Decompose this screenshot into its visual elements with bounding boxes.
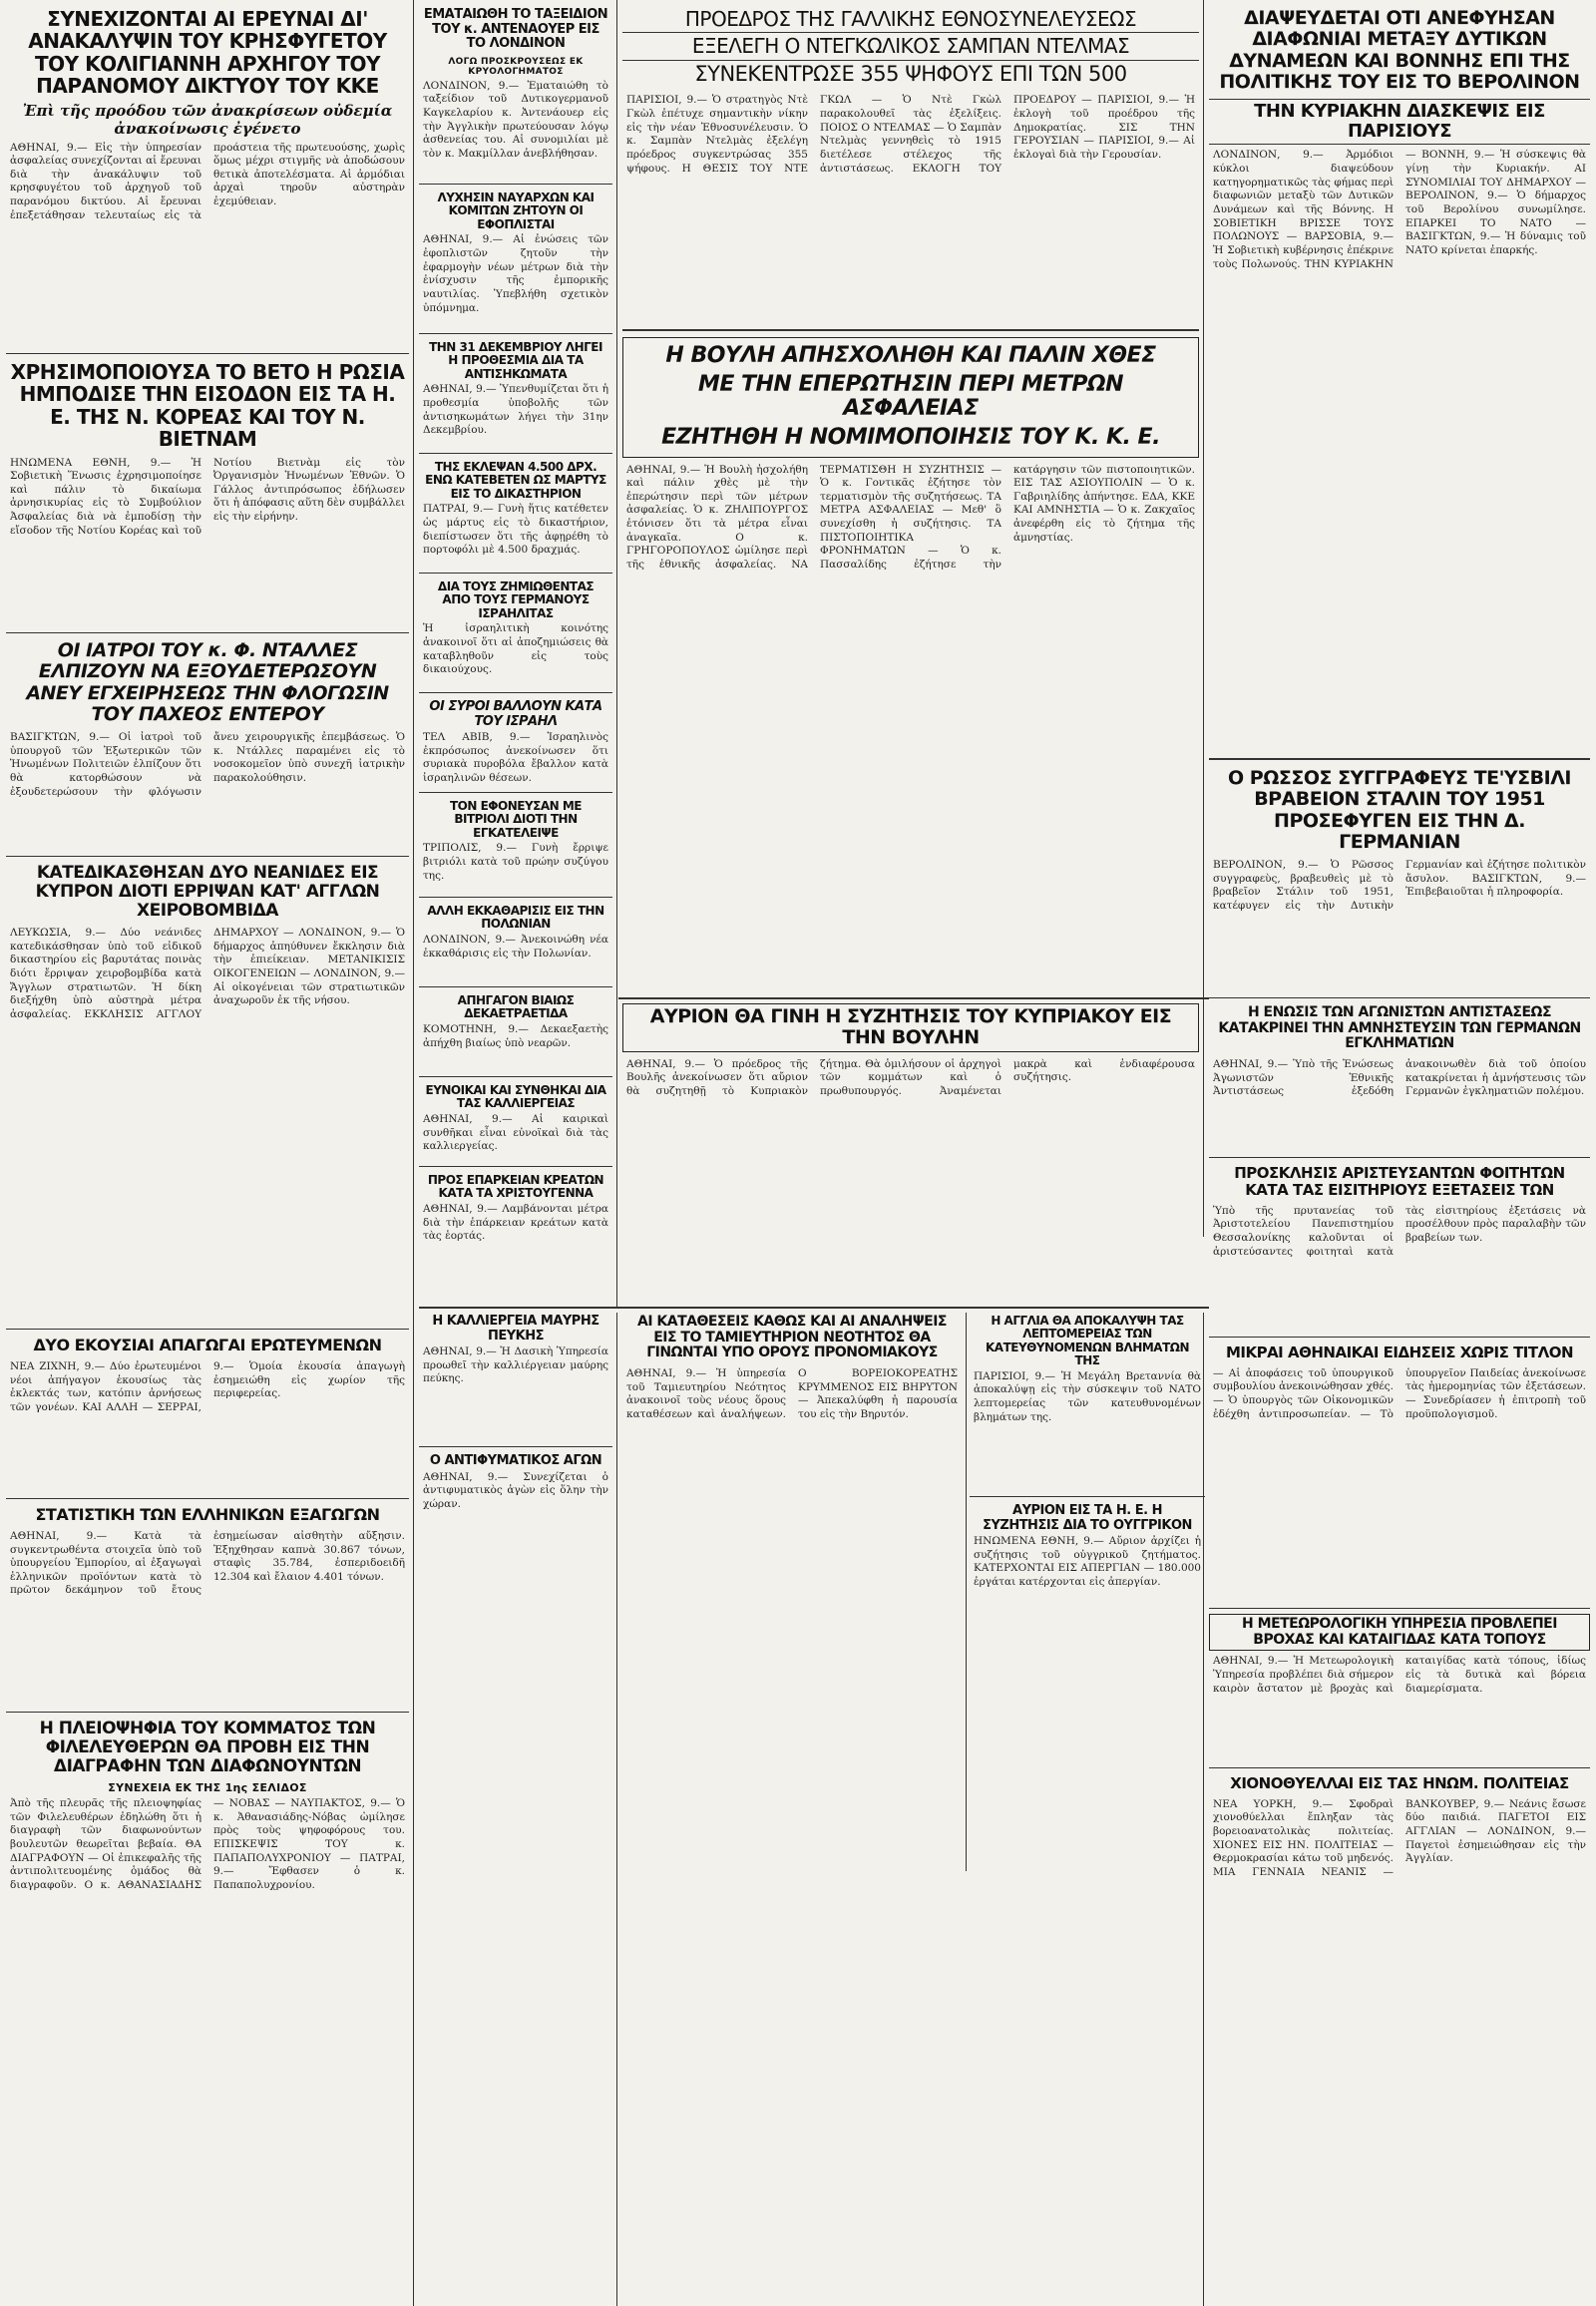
article-adenauer <box>419 6 612 181</box>
section-divider <box>1209 1767 1590 1768</box>
headline: ΚΑΤΕΔΙΚΑΣΘΗΣΑΝ ΔΥΟ ΝΕΑΝΙΔΕΣ ΕΙΣ ΚΥΠΡΟΝ ΔΙΟΤΙ ΕΡΡΙΨΑΝ ΚΑΤ' ΑΓΓΛΩΝ ΧΕΙΡΟΒΟΜΒΙΔΑ <box>35 863 380 922</box>
headline: Ο ΡΩΣΣΟΣ ΣΥΓΓΡΑΦΕΥΣ ΤΕ'ΥΣΒΙΛΙ ΒΡΑΒΕΙΟΝ ΣΤΑΛΙΝ ΤΟΥ 1951 ΠΡΟΣΕΦΥΓΕΝ ΕΙΣ ΤΗΝ Δ. ΓΕΡΜΑΝΙΑΝ <box>1228 767 1571 853</box>
headline: Η ΑΓΓΛΙΑ ΘΑ ΑΠΟΚΑΛΥΨΗ ΤΑΣ ΛΕΠΤΟΜΕΡΕΙΑΣ ΤΩΝ ΚΑΤΕΥΘΥΝΟΜΕΝΩΝ ΒΛΗΜΑΤΩΝ ΤΗΣ <box>985 1314 1190 1368</box>
section-divider <box>6 1329 409 1330</box>
headline: ΠΡΟΣ ΕΠΑΡΚΕΙΑΝ ΚΡΕΑΤΩΝ ΚΑΤΑ ΤΑ ΧΡΙΣΤΟΥΓΕΝΝΑ <box>427 1173 604 1201</box>
article-body: ΤΕΛ ΑΒΙΒ, 9.— Ἰσραηλινὸς ἐκπρόσωπος ἀνεκοίνωσεν ὅτι συριακὰ πυροβόλα ἔβαλλον κατὰ ἰσραηλινῶν θέσεων. <box>423 731 608 785</box>
headline: ΧΙΟΝΟΘΥΕΛΛΑΙ ΕΙΣ ΤΑΣ ΗΝΩΜ. ΠΟΛΙΤΕΙΑΣ <box>1230 1774 1569 1792</box>
article-body: ΛΕΥΚΩΣΙΑ, 9.— Δύο νεάνιδες κατεδικάσθησαν ὑπὸ τοῦ εἰδικοῦ δικαστηρίου εἰς βαρυτάτας ποινὰς διότι ἔρριψαν χειροβομβίδα κατὰ Ἄγγλων στρατιωτῶν. Ἡ δίκη διεξήχθη ὑπὸ αὐστηρὰ μέτρα ἀσφαλείας. ΕΚΚΛΗΣΙΣ ΑΓΓΛΟΥ ΔΗΜΑΡΧΟΥ — ΛΟΝΔΙΝΟΝ, 9.— Ὁ δήμαρχος ἀπηύθυνεν ἔκκλησιν διὰ τὴν ἐπιείκειαν. ΜΕΤΑΝΙΚΙΣΙΣ ΟΙΚΟΓΕΝΕΙΩΝ — ΛΟΝΔΙΝΟΝ, 9.— Αἱ οἰκογένειαι τῶν στρατιωτικῶν ἀναχωροῦν ἐκ τῆς νήσου. <box>10 927 405 1020</box>
article-body: ΛΟΝΔΙΝΟΝ, 9.— Ἀνεκοινώθη νέα ἐκκαθάρισις εἰς τὴν Πολωνίαν. <box>423 933 608 960</box>
article-body: ΠΑΤΡΑΙ, 9.— Γυνὴ ἥτις κατέθετεν ὡς μάρτυς εἰς τὸ δικαστήριον, διεπίστωσεν ὅτι τῆς ἀφῃρέθη τὸ πορτοφόλι μὲ 4.500 δραχμάς. <box>423 503 608 557</box>
article-meat-supply <box>419 1172 612 1302</box>
section-divider <box>1209 997 1590 998</box>
article-body: ΤΡΙΠΟΛΙΣ, 9.— Γυνὴ ἔρριψε βιτριόλι κατὰ τοῦ πρώην συζύγου της. <box>423 842 608 882</box>
headline: ΤΟΝ ΕΦΟΝΕΥΣΑΝ ΜΕ ΒΙΤΡΙΟΛΙ ΔΙΟΤΙ ΤΗΝ ΕΓΚΑΤΕΛΕΙΨΕ <box>450 799 582 840</box>
headline-box <box>1209 1614 1590 1651</box>
article-youth-savings <box>622 1313 962 1612</box>
article-body: ΛΟΝΔΙΝΟΝ, 9.— Ἀρμόδιοι κύκλοι διαψεύδουν κατηγορηματικῶς τὰς φήμας περὶ διαφωνιῶν μεταξὺ τῶν Δυτικῶν Δυνάμεων καὶ τῆς Βόννης. Η ΣΟΒΙΕΤΙΚΗ ΒΡΙΣΣΕ ΤΟΥΣ ΠΟΛΩΝΟΥΣ — ΒΑΡΣΟΒΙΑ, 9.— Ἡ Σοβιετικὴ κυβέρνησις ἐπέκρινε τοὺς Πολωνούς. ΤΗΝ ΚΥΡΙΑΚΗΝ — ΒΟΝΝΗ, 9.— Ἡ σύσκεψις θὰ γίνῃ τὴν Κυριακήν. ΑΙ ΣΥΝΟΜΙΛΙΑΙ ΤΟΥ ΔΗΜΑΡΧΟΥ — ΒΕΡΟΛΙΝΟΝ, 9.— Ὁ δήμαρχος τοῦ Βερολίνου συνωμίλησε. ΕΠΑΡΚΕΙ ΤΟ ΝΑΤΟ — ΒΑΣΙΓΚΤΩΝ, 9.— Ἡ δύναμις τοῦ ΝΑΤΟ κρίνεται ἐπαρκής. <box>1213 149 1586 270</box>
article-body: ΑΘΗΝΑΙ, 9.— Αἱ ἐνώσεις τῶν ἐφοπλιστῶν ζητοῦν τὴν ἐφαρμογὴν νέων μέτρων διὰ τὴν ἐνίσχυσιν τῆς ἐμπορικῆς ναυτιλίας. Ὑπεβλήθη σχετικὸν ὑπόμνημα. <box>423 233 608 314</box>
headline: Η ΚΑΛΛΙΕΡΓΕΙΑ ΜΑΥΡΗΣ ΠΕΥΚΗΣ <box>432 1314 599 1344</box>
article-body: ΝΕΑ ΖΙΧΝΗ, 9.— Δύο ἐρωτευμένοι νέοι ἀπήγαγον ἑκουσίως τὰς ἐκλεκτάς των, κατόπιν ἀρνήσεως τῶν γονέων. ΚΑΙ ΑΛΛΗ — ΣΕΡΡΑΙ, 9.— Ὁμοία ἑκουσία ἀπαγωγὴ ἐσημειώθη εἰς χωρίον τῆς περιφερείας. <box>10 1359 405 1413</box>
article-body: ΗΝΩΜΕΝΑ ΕΘΝΗ, 9.— Ἡ Σοβιετικὴ Ἕνωσις ἐχρησιμοποίησε καὶ πάλιν τὸ δικαίωμα ἀρνησικυρίας εἰς τὸ Συμβούλιον Ἀσφαλείας διὰ νὰ ἐμποδίσῃ τὴν εἴσοδον τῆς Νοτίου Κορέας καὶ τοῦ Νοτίου Βιετνὰμ εἰς τὸν Ὀργανισμὸν Ἡνωμένων Ἐθνῶν. Ὁ Γάλλος ἀντιπρόσωπος ἐδήλωσεν ὅτι ἡ ἀπόφασις αὕτη δὲν συμβάλλει εἰς τὴν εἰρήνην. <box>10 456 405 537</box>
article-parliament-security <box>622 337 1199 995</box>
section-divider <box>6 353 409 354</box>
section-divider <box>419 692 612 693</box>
section-divider <box>419 1166 612 1167</box>
headline: Η ΠΛΕΙΟΨΗΦΙΑ ΤΟΥ ΚΟΜΜΑΤΟΣ ΤΩΝ ΦΙΛΕΛΕΥΘΕΡΩΝ ΘΑ ΠΡΟΒΗ ΕΙΣ ΤΗΝ ΔΙΑΓΡΑΦΗΝ ΤΩΝ ΔΙΑΦΩΝΟΥΝΤΩΝ <box>39 1719 376 1777</box>
section-divider <box>419 184 612 185</box>
article-body: ΝΕΑ ΥΟΡΚΗ, 9.— Σφοδραὶ χιονοθύελλαι ἔπληξαν τὰς βορειοανατολικὰς πολιτείας. ΧΙΟΝΕΣ ΕΙΣ ΗΝ. ΠΟΛΙΤΕΙΑΣ — Θερμοκρασίαι κάτω τοῦ μηδενός. ΜΙΑ ΓΕΝΝΑΙΑ ΝΕΑΝΙΣ — ΒΑΝΚΟΥΒΕΡ, 9.— Νεάνις ἔσωσε δύο παιδιά. ΠΑΓΕΤΟΙ ΕΙΣ ΑΓΓΛΙΑΝ — ΛΟΝΔΙΝΟΝ, 9.— Παγετοὶ ἐσημειώθησαν εἰς τὴν Ἀγγλίαν. <box>1213 1797 1586 1878</box>
section-divider <box>1209 758 1590 760</box>
article-body: ΠΑΡΙΣΙΟΙ, 9.— Ὁ στρατηγὸς Ντὲ Γκὼλ ἐπέτυχε σημαντικὴν νίκην εἰς τὴν νέαν Ἐθνοσυνέλευσιν. Ὁ κ. Σαμπὰν Ντελμὰς ἐξελέγη πρόεδρος συγκεντρώσας 355 ψήφους. Η ΘΕΣΙΣ ΤΟΥ ΝΤΕ ΓΚΩΛ — Ὁ Ντὲ Γκὼλ παρακολουθεῖ τὰς ἐξελίξεις. ΠΟΙΟΣ Ο ΝΤΕΛΜΑΣ — Ὁ Σαμπὰν Ντελμὰς γεννηθεὶς τὸ 1915 διετέλεσε στέλεχος τῆς ἀντιστάσεως. ΕΚΛΟΓΗ ΤΟΥ ΠΡΟΕΔΡΟΥ — ΠΑΡΙΣΙΟΙ, 9.— Ἡ ἐκλογὴ τοῦ προέδρου τῆς Δημοκρατίας. ΣΙΣ ΤΗΝ ΓΕΡΟΥΣΙΑΝ — ΠΑΡΙΣΙΟΙ, 9.— Αἱ ἐκλογαὶ διὰ τὴν Γερουσίαν. <box>626 94 1195 175</box>
headline-line-2: ΕΞΕΛΕΓΗ Ο ΝΤΕΓΚΩΛΙΚΟΣ ΣΑΜΠΑΝ ΝΤΕΛΜΑΣ <box>622 33 1199 60</box>
article-deadline <box>419 339 612 449</box>
subhead-band <box>1209 99 1590 145</box>
headline: ΔΥΟ ΕΚΟΥΣΙΑΙ ΑΠΑΓΩΓΑΙ ΕΡΩΤΕΥΜΕΝΩΝ <box>33 1336 382 1354</box>
continuation-note: ΣΥΝΕΧΕΙΑ ΕΚ ΤΗΣ 1ης ΣΕΛΙΔΟΣ <box>108 1781 307 1795</box>
section-divider <box>419 986 612 987</box>
section-divider <box>618 997 1209 999</box>
article-syrians <box>419 698 612 788</box>
headline: ΕΜΑΤΑΙΩΘΗ ΤΟ ΤΑΞΕΙΔΙΟΝ ΤΟΥ κ. ΑΝΤΕΝΑΟΥΕΡ ΕΙΣ ΤΟ ΛΟΝΔΙΝΟΝ <box>423 7 608 52</box>
section-divider <box>419 1076 612 1077</box>
headline: ΑΥΡΙΟΝ ΘΑ ΓΙΝΗ Η ΣΥΖΗΤΗΣΙΣ ΤΟΥ ΚΥΠΡΙΑΚΟΥ ΕΙΣ ΤΗΝ ΒΟΥΛΗΝ <box>649 1005 1172 1049</box>
article-cyprus-grenade <box>6 862 409 1326</box>
article-body: ΑΘΗΝΑΙ, 9.— Αἱ καιρικαὶ συνθῆκαι εἶναι εὐνοϊκαὶ διὰ τὰς καλλιεργείας. <box>423 1112 608 1153</box>
article-body: ΑΘΗΝΑΙ, 9.— Ἡ Μετεωρολογικὴ Ὑπηρεσία προβλέπει διὰ σήμερον καιρὸν ἄστατον μὲ βροχὰς καὶ καταιγίδας κατὰ τόπους, ἰδίως εἰς τὰ δυτικὰ καὶ βόρεια διαμερίσματα. <box>1213 1655 1586 1695</box>
section-divider <box>419 1307 1209 1309</box>
article-weather <box>1209 1614 1590 1763</box>
section-divider <box>419 792 612 793</box>
kicker: ΛΟΓΩ ΠΡΟΣΚΡΟΥΣΕΩΣ ΕΚ ΚΡΥΟΛΟΓΗΜΑΤΟΣ <box>448 56 584 77</box>
article-body: ΑΘΗΝΑΙ, 9.— Ἡ ὑπηρεσία τοῦ Ταμιευτηρίου Νεότητος ἀνακοινοῖ τοὺς νέους ὅρους καταθέσεων καὶ ἀναλήψεων. Ο ΒΟΡΕΙΟΚΟΡΕΑΤΗΣ ΚΡΥΜΜΕΝΟΣ ΕΙΣ ΒΗΡΥΤΟΝ — Ἀπεκαλύφθη ἡ παρουσία του εἰς τὴν Βηρυτόν. <box>626 1367 958 1420</box>
article-body: ΑΘΗΝΑΙ, 9.— Ἡ Δασικὴ Ὑπηρεσία προωθεῖ τὴν καλλιέργειαν μαύρης πεύκης. <box>423 1345 608 1385</box>
article-western-powers <box>1209 6 1590 754</box>
headline: ΟΙ ΣΥΡΟΙ ΒΑΛΛΟΥΝ ΚΑΤΑ ΤΟΥ ΙΣΡΑΗΛ <box>429 699 602 729</box>
article-veto-russia <box>6 359 409 628</box>
section-divider <box>419 453 612 454</box>
headline: ΟΙ ΙΑΤΡΟΙ ΤΟΥ κ. Φ. ΝΤΑΛΛΕΣ ΕΛΠΙΖΟΥΝ ΝΑ ΕΞΟΥΔΕΤΕΡΩΣΟΥΝ ΑΝΕΥ ΕΓΧΕΙΡΗΣΕΩΣ ΤΗΝ ΦΛΟΓΩΣΙΝ ΤΟΥ ΠΑΧΕΟΣ ΕΝΤΕΡΟΥ <box>26 639 389 725</box>
headline: ΠΡΟΣΚΛΗΣΙΣ ΑΡΙΣΤΕΥΣΑΝΤΩΝ ΦΟΙΤΗΤΩΝ ΚΑΤΑ ΤΑΣ ΕΙΣΙΤΗΡΙΟΥΣ ΕΞΕΤΑΣΕΙΣ ΤΩΝ <box>1234 1164 1565 1199</box>
subheadline: ΤΗΝ ΚΥΡΙΑΚΗΝ ΔΙΑΣΚΕΨΙΣ ΕΙΣ ΠΑΡΙΣΙΟΥΣ <box>1254 101 1545 143</box>
headline: ΤΗΣ ΕΚΛΕΨΑΝ 4.500 ΔΡΧ. ΕΝΩ ΚΑΤΕΒΕΤΕΝ ΩΣ ΜΑΡΤΥΣ ΕΙΣ ΤΟ ΔΙΚΑΣΤΗΡΙΟΝ <box>425 460 606 501</box>
section-divider <box>419 897 612 898</box>
article-body: ΑΘΗΝΑΙ, 9.— Λαμβάνονται μέτρα διὰ τὴν ἐπάρκειαν κρεάτων κατὰ τὰς ἑορτάς. <box>423 1202 608 1243</box>
article-crops <box>419 1082 612 1162</box>
section-divider <box>419 573 612 574</box>
headline: ΔΙΑΨΕΥΔΕΤΑΙ ΟΤΙ ΑΝΕΦΥΗΣΑΝ ΔΙΑΦΩΝΙΑΙ ΜΕΤΑΞΥ ΔΥΤΙΚΩΝ ΔΥΝΑΜΕΩΝ ΚΑΙ ΒΟΝΝΗΣ ΕΠΙ ΤΗΣ ΠΟΛΙΤΙΚΗΣ ΤΟΥ ΕΙΣ ΤΟ ΒΕΡΟΛΙΝΟΝ <box>1219 7 1580 93</box>
headline: ΜΙΚΡΑΙ ΑΘΗΝΑΙΚΑΙ ΕΙΔΗΣΕΙΣ ΧΩΡΙΣ ΤΙΤΛΟΝ <box>1225 1344 1574 1361</box>
headline: Ο ΑΝΤΙΦΥΜΑΤΙΚΟΣ ΑΓΩΝ <box>429 1453 602 1468</box>
article-body: ΒΑΣΙΓΚΤΩΝ, 9.— Οἱ ἰατροὶ τοῦ ὑπουργοῦ τῶν Ἐξωτερικῶν τῶν Ἡνωμένων Πολιτειῶν ἐλπίζουν ὅτι θὰ κατορθώσουν νὰ ἐξουδετερώσουν τὴν φλόγωσιν ἄνευ χειρουργικῆς ἐπεμβάσεως. Ὁ κ. Ντάλλες παραμένει εἰς τὸ νοσοκομεῖον ὑπὸ συνεχῆ ἰατρικὴν παρακολούθησιν. <box>10 731 405 798</box>
section-divider <box>6 1498 409 1499</box>
article-snowstorms <box>1209 1773 1590 2300</box>
article-body: ΑΘΗΝΑΙ, 9.— Κατὰ τὰ συγκεντρωθέντα στοιχεῖα ὑπὸ τοῦ ὑπουργείου Ἐμπορίου, αἱ ἐξαγωγαὶ ἑλληνικῶν προϊόντων κατὰ τὸ πρῶτον δεκάμηνον τοῦ ἔτους ἐσημείωσαν αἰσθητὴν αὔξησιν. Ἐξηχθησαν καπνὰ 30.867 τόνων, σταφὶς 35.784, ἐσπεριδοειδῆ 12.304 καὶ ἔλαιον 4.401 τόνων. <box>10 1529 405 1597</box>
headline: ΑΥΡΙΟΝ ΕΙΣ ΤΑ Η. Ε. Η ΣΥΖΗΤΗΣΙΣ ΔΙΑ ΤΟ ΟΥΓΓΡΙΚΟΝ <box>983 1503 1192 1533</box>
headline: ΣΥΝΕΧΙΖΟΝΤΑΙ ΑΙ ΕΡΕΥΝΑΙ ΔΙ' ΑΝΑΚΑΛΥΨΙΝ ΤΟΥ ΚΡΗΣΦΥΓΕΤΟΥ ΤΟΥ ΚΟΛΙΓΙΑΝΝΗ ΑΡΧΗΓΟΥ ΤΟΥ ΠΑΡΑΝΟΜΟΥ ΔΙΚΤΥΟΥ ΤΟΥ ΚΚΕ <box>28 7 387 99</box>
column-rule <box>966 1313 967 1871</box>
article-body: ΑΘΗΝΑΙ, 9.— Ὁ πρόεδρος τῆς Βουλῆς ἀνεκοίνωσεν ὅτι αὔριον θὰ συζητηθῇ τὸ Κυπριακὸν ζήτημα. Θὰ ὁμιλήσουν οἱ ἀρχηγοὶ τῶν κομμάτων καὶ ὁ πρωθυπουργός. Ἀναμένεται μακρὰ καὶ ἐνδιαφέρουσα συζήτησις. <box>626 1057 1195 1097</box>
headline-line-2: ΜΕ ΤΗΝ ΕΠΕΡΩΤΗΣΙΝ ΠΕΡΙ ΜΕΤΡΩΝ ΑΣΦΑΛΕΙΑΣ <box>697 371 1124 422</box>
article-body: ΑΘΗΝΑΙ, 9.— Ὑπενθυμίζεται ὅτι ἡ προθεσμία ὑποβολῆς τῶν ἀντισηκωμάτων λήγει τὴν 31ην Δεκεμβρίου. <box>423 383 608 437</box>
section-divider <box>419 333 612 334</box>
section-divider <box>1209 1157 1590 1158</box>
article-kolijannis <box>6 6 409 350</box>
article-vitriol <box>419 798 612 893</box>
article-exports-stats <box>6 1504 409 1709</box>
article-body: ΚΟΜΟΤΗΝΗ, 9.— Δεκαεξαετὴς ἀπήχθη βιαίως ὑπὸ νεαρῶν. <box>423 1022 608 1049</box>
article-cyprus-debate <box>622 1003 1199 1248</box>
article-body: Ἀπὸ τῆς πλευρᾶς τῆς πλειοψηφίας τῶν Φιλελευθέρων ἐδηλώθη ὅτι ἡ διαγραφὴ τῶν διαφωνούντων βουλευτῶν θεωρεῖται βεβαία. ΘΑ ΔΙΑΓΡΑΦΟΥΝ — Οἱ ἐπικεφαλῆς τῆς ἀντιπολιτευομένης ὁμάδος θὰ διαγραφοῦν. Ο κ. ΑΘΑΝΑΣΙΑΔΗΣ — ΝΟΒΑΣ — ΝΑΥΠΑΚΤΟΣ, 9.— Ὁ κ. Ἀθανασιάδης-Νόβας ὡμίλησε πρὸς τοὺς ψηφοφόρους του. ΕΠΙΣΚΕΨΙΣ ΤΟΥ κ. ΠΑΠΑΠΟΛΥΧΡΟΝΙΟΥ — ΠΑΤΡΑΙ, 9.— Ἔφθασεν ὁ κ. Παπαπολυχρονίου. <box>10 1797 405 1891</box>
article-shipowners <box>419 190 612 329</box>
headline: ΑΙ ΚΑΤΑΘΕΣΕΙΣ ΚΑΘΩΣ ΚΑΙ ΑΙ ΑΝΑΛΗΨΕΙΣ ΕΙΣ ΤΟ ΤΑΜΙΕΥΤΗΡΙΟΝ ΝΕΟΤΗΤΟΣ ΘΑ ΓΙΝΩΝΤΑΙ ΥΠΟ ΟΡΟΥΣ ΠΡΟΝΟΜΙΑΚΟΥΣ <box>636 1314 947 1361</box>
column-rule <box>1203 0 1204 1237</box>
article-body: ΛΟΝΔΙΝΟΝ, 9.— Ἐματαιώθη τὸ ταξείδιον τοῦ Δυτικογερμανοῦ Καγκελαρίου κ. Ἀντενάουερ εἰς τὴν Ἀγγλικὴν πρωτεύουσαν λόγῳ ἀσθενείας του. Αἱ συνομιλίαι μὲ τὸν κ. Μακμίλλαν ἀνεβλήθησαν. <box>423 79 608 160</box>
article-hungary-un <box>970 1502 1205 1871</box>
article-uk-missiles <box>970 1313 1205 1492</box>
column-rule <box>1203 1313 1204 2306</box>
headline: ΧΡΗΣΙΜΟΠΟΙΟΥΣΑ ΤΟ ΒΕΤΟ Η ΡΩΣΙΑ ΗΜΠΟΔΙΣΕ ΤΗΝ ΕΙΣΟΔΟΝ ΕΙΣ ΤΑ Η. Ε. ΤΗΣ Ν. ΚΟΡΕΑΣ ΚΑΙ ΤΟΥ Ν. ΒΙΕΤΝΑΜ <box>10 360 405 452</box>
article-body: ΗΝΩΜΕΝΑ ΕΘΝΗ, 9.— Αὔριον ἀρχίζει ἡ συζήτησις τοῦ οὐγγρικοῦ ζητήματος. ΚΑΤΕΡΧΟΝΤΑΙ ΕΙΣ ΑΠΕΡΓΙΑΝ — 180.000 ἐργάται κατέρχονται εἰς ἀπεργίαν. <box>974 1535 1201 1589</box>
article-body: ΑΘΗΝΑΙ, 9.— Ὑπὸ τῆς Ἑνώσεως Ἀγωνιστῶν Ἐθνικῆς Ἀντιστάσεως ἐξεδόθη ἀνακοινωθὲν διὰ τοῦ ὁποίου κατακρίνεται ἡ ἀμνήστευσις τῶν Γερμανῶν ἐγκληματιῶν πολέμου. <box>1213 1058 1586 1098</box>
article-russian-writer <box>1209 766 1590 993</box>
article-black-pine <box>419 1313 612 1442</box>
headline: Η ΕΝΩΣΙΣ ΤΩΝ ΑΓΩΝΙΣΤΩΝ ΑΝΤΙΣΤΑΣΕΩΣ ΚΑΤΑΚΡΙΝΕΙ ΤΗΝ ΑΜΝΗΣΤΕΥΣΙΝ ΤΩΝ ΓΕΡΜΑΝΩΝ ΕΓΚΛΗΜΑΤΙΩΝ <box>1218 1004 1581 1052</box>
headline: ΣΤΑΤΙΣΤΙΚΗ ΤΩΝ ΕΛΛΗΝΙΚΩΝ ΕΞΑΓΩΓΩΝ <box>35 1505 380 1524</box>
headline-line-1: Η ΒΟΥΛΗ ΑΠΗΣΧΟΛΗΘΗ ΚΑΙ ΠΑΛΙΝ ΧΘΕΣ <box>665 343 1156 368</box>
headline: ΑΠΗΓΑΓΟΝ ΒΙΑΙΩΣ ΔΕΚΑΕΤΡΑΕΤΙΔΑ <box>457 993 575 1021</box>
column-rule <box>616 1313 617 2306</box>
article-poland-purge <box>419 903 612 982</box>
headline-box <box>622 1003 1199 1052</box>
article-french-assembly <box>622 6 1199 327</box>
headline: ΔΙΑ ΤΟΥΣ ΖΗΜΙΩΘΕΝΤΑΣ ΑΠΟ ΤΟΥΣ ΓΕΡΜΑΝΟΥΣ ΙΣΡΑΗΛΙΤΑΣ <box>437 579 595 620</box>
headline-box <box>622 337 1199 458</box>
section-divider <box>970 1496 1205 1497</box>
section-divider <box>6 632 409 633</box>
subheadline: Ἐπὶ τῆς προόδου τῶν ἀνακρίσεων οὐδεμία ἀνακοίνωσις ἐγένετο <box>22 101 393 138</box>
article-students <box>1209 1163 1590 1333</box>
article-body: ΠΑΡΙΣΙΟΙ, 9.— Ἡ Μεγάλη Βρεταννία θὰ ἀποκαλύψῃ εἰς τὴν σύσκεψιν τοῦ ΝΑΤΟ λεπτομερείας τῶν κατευθυνομένων βλημάτων της. <box>974 1369 1201 1423</box>
article-tb-fight <box>419 1452 612 1702</box>
column-rule <box>616 0 617 1307</box>
headline: ΛΥΧΗΣΙΝ ΝΑΥΑΡΧΩΝ ΚΑΙ ΚΟΜΙΤΩΝ ΖΗΤΟΥΝ ΟΙ ΕΦΟΠΛΙΣΤΑΙ <box>437 191 595 231</box>
section-divider <box>622 329 1199 331</box>
headline: Η ΜΕΤΕΩΡΟΛΟΓΙΚΗ ΥΠΗΡΕΣΙΑ ΠΡΟΒΛΕΠΕΙ ΒΡΟΧΑΣ ΚΑΙ ΚΑΤΑΙΓΙΔΑΣ ΚΑΤΑ ΤΟΠΟΥΣ <box>1242 1616 1557 1648</box>
headline: ΤΗΝ 31 ΔΕΚΕΜΒΡΙΟΥ ΛΗΓΕΙ Η ΠΡΟΘΕΣΜΙΑ ΔΙΑ ΤΑ ΑΝΤΙΣΗΚΩΜΑΤΑ <box>429 340 602 381</box>
article-athens-briefs <box>1209 1343 1590 1604</box>
headline-line-3: ΕΖΗΤΗΘΗ Η ΝΟΜΙΜΟΠΟΙΗΣΙΣ ΤΟΥ Κ. Κ. Ε. <box>661 424 1160 450</box>
article-elopements <box>6 1335 409 1494</box>
section-divider <box>6 1712 409 1713</box>
article-body: ΑΘΗΝΑΙ, 9.— Εἰς τὴν ὑπηρεσίαν ἀσφαλείας συνεχίζονται αἱ ἔρευναι διὰ τὴν ἀνακάλυψιν τοῦ κρησφυγέτου τοῦ ἀρχηγοῦ τοῦ παρανόμου δικτύου. Αἱ ἔρευναι ἐπεξετάθησαν τελευταίως εἰς τὰ προάστεια τῆς πρωτευούσης, χωρὶς ὅμως μέχρι στιγμῆς νὰ ἀποδώσουν θετικὰ ἀποτελέσματα. Αἱ ἀρμόδιαι ἀρχαὶ τηροῦν αὐστηρὰν ἐχεμύθειαν. <box>10 141 405 221</box>
column-rule <box>413 0 414 2306</box>
article-body: ΒΕΡΟΛΙΝΟΝ, 9.— Ὁ Ρῶσσος συγγραφεὺς, βραβευθεὶς μὲ τὸ βραβεῖον Στάλιν τοῦ 1951, κατέφυγεν εἰς τὴν Δυτικὴν Γερμανίαν καὶ ἐζήτησε πολιτικὸν ἄσυλον. ΒΑΣΙΓΚΤΩΝ, 9.— Ἐπιβεβαιοῦται ἡ πληροφορία. <box>1213 859 1586 912</box>
section-divider <box>6 856 409 857</box>
article-body: ΑΘΗΝΑΙ, 9.— Ἡ Βουλὴ ἠσχολήθη καὶ πάλιν χθὲς μὲ τὴν ἐπερώτησιν περὶ τῶν μέτρων ἀσφαλείας. Ὁ κ. ΖΗΛΙΠΟΥΡΓΟΣ ἐτόνισεν ὅτι τὰ μέτρα εἶναι ἀναγκαῖα. Ο κ. ΓΡΗΓΟΡΟΠΟΥΛΟΣ ὡμίλησε περὶ τῆς ἐθνικῆς ἀσφαλείας. ΝΑ ΤΕΡΜΑΤΙΣΘΗ Η ΣΥΖΗΤΗΣΙΣ — Ὁ κ. Γοντικᾶς ἐζήτησε τὸν τερματισμὸν τῆς συζητήσεως. ΤΑ ΜΕΤΡΑ ΑΣΦΑΛΕΙΑΣ — Μεθ' ὃ συνεχίσθη ἡ συζήτησις. ΤΑ ΠΙΣΤΟΠΟΙΗΤΙΚΑ ΦΡΟΝΗΜΑΤΩΝ — Ὁ κ. Πασσαλίδης ἐζήτησε τὴν κατάργησιν τῶν πιστοποιητικῶν. ΕΙΣ ΤΑΣ ΑΣΙΟΥΠΟΛΙΝ — Ὁ κ. Γαβριηλίδης ἀπήντησε. ΕΔΑ, ΚΚΕ ΚΑΙ ΑΜΝΗΣΤΙΑ — Ὁ κ. Ζακχαῖος ἀνεφέρθη εἰς τὸ ζήτημα τῆς ἀμνηστίας. <box>626 463 1195 571</box>
headline: ΕΥΝΟΙΚΑΙ ΚΑΙ ΣΥΝΘΗΚΑΙ ΔΙΑ ΤΑΣ ΚΑΛΛΙΕΡΓΕΙΑΣ <box>425 1083 606 1111</box>
headline-line-3: ΣΥΝΕΚΕΝΤΡΩΣΕ 355 ΨΗΦΟΥΣ ΕΠΙ ΤΩΝ 500 <box>694 61 1127 86</box>
section-divider <box>419 1446 612 1447</box>
article-body: ΑΘΗΝΑΙ, 9.— Συνεχίζεται ὁ ἀντιφυματικὸς ἀγὼν εἰς ὅλην τὴν χώραν. <box>423 1470 608 1510</box>
article-dulles <box>6 638 409 853</box>
article-body: Ἡ ἰσραηλιτικὴ κοινότης ἀνακοινοῖ ὅτι αἱ ἀποζημιώσεις θὰ καταβληθοῦν εἰς τοὺς δικαιούχους. <box>423 622 608 676</box>
article-body: — Αἱ ἀποφάσεις τοῦ ὑπουργικοῦ συμβουλίου ἀνεκοινώθησαν χθές. — Ὁ ὑπουργὸς τῶν Οἰκονομικῶν ἐδέχθη ἀντιπροσωπείαν. — Τὸ ὑπουργεῖον Παιδείας ἀνεκοίνωσε τὰς ἡμερομηνίας τῶν ἐξετάσεων. — Συνεδρίασεν ἡ ἐπιτροπὴ τοῦ προϋπολογισμοῦ. <box>1213 1366 1586 1420</box>
article-body: Ὑπὸ τῆς πρυτανείας τοῦ Ἀριστοτελείου Πανεπιστημίου Θεσσαλονίκης καλοῦνται οἱ ἀριστεύσαντες φοιτηταὶ κατὰ τὰς εἰσιτηρίους ἐξετάσεις νὰ προσέλθουν πρὸς παραλαβὴν τῶν βραβείων των. <box>1213 1204 1586 1258</box>
article-israelites <box>419 578 612 688</box>
headline: ΑΛΛΗ ΕΚΚΑΘΑΡΙΣΙΣ ΕΙΣ ΤΗΝ ΠΟΛΩΝΙΑΝ <box>427 904 604 932</box>
headline-line-1: ΠΡΟΕΔΡΟΣ ΤΗΣ ΓΑΛΛΙΚΗΣ ΕΘΝΟΣΥΝΕΛΕΥΣΕΩΣ <box>622 6 1199 33</box>
article-resistance-union <box>1209 1003 1590 1153</box>
article-theft-court <box>419 459 612 569</box>
section-divider <box>1209 1337 1590 1338</box>
article-liberals-majority <box>6 1718 409 2302</box>
article-abduction <box>419 992 612 1072</box>
section-divider <box>1209 1608 1590 1609</box>
